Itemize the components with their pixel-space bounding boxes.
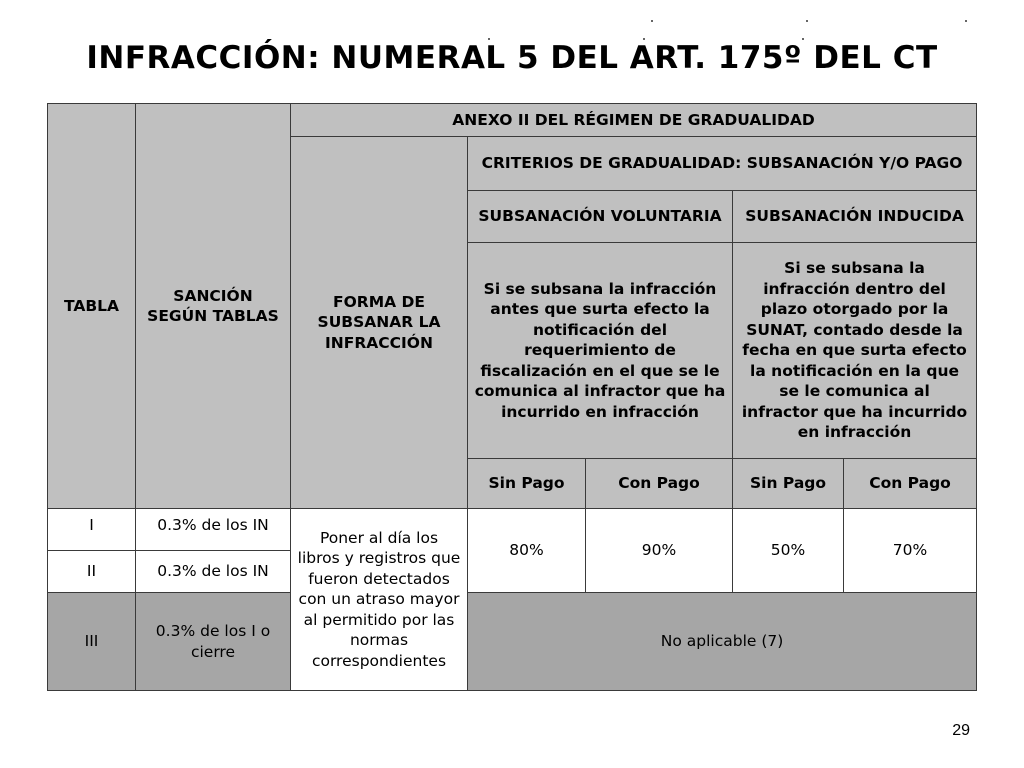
- decorative-dot: [965, 20, 967, 22]
- header-con-pago-inducida: Con Pago: [844, 459, 977, 509]
- header-sin-pago-voluntaria: Sin Pago: [468, 459, 586, 509]
- header-voluntaria: SUBSANACIÓN VOLUNTARIA: [468, 191, 733, 243]
- header-con-pago-voluntaria: Con Pago: [586, 459, 733, 509]
- header-criterios: CRITERIOS DE GRADUALIDAD: SUBSANACIÓN Y/O PAGO: [468, 137, 977, 191]
- gradualidad-table: [47, 103, 977, 691]
- header-tabla: TABLA: [48, 104, 136, 509]
- decorative-dot: [488, 38, 490, 40]
- page-number: 29: [952, 722, 970, 739]
- inducida-description: Si se subsana la infracción dentro del plazo otorgado por la SUNAT, contado desde la fecha en que surta efecto la notificación en la que se le comunica al infractor que ha incurrido en infracción: [733, 243, 977, 459]
- voluntaria-description: Si se subsana la infracción antes que surta efecto la notificación del requerimiento de fiscalización en el que se le comunica al infractor que ha incurrido en infracción: [468, 243, 733, 459]
- decorative-dot: [651, 20, 653, 22]
- pct-sin-pago-inducida: 50%: [733, 509, 844, 593]
- row-tabla-ii: II: [48, 551, 136, 593]
- row-tabla-iii: III: [48, 593, 136, 691]
- pct-sin-pago-voluntaria: 80%: [468, 509, 586, 593]
- row-sancion-iii: 0.3% de los I o cierre: [136, 593, 291, 691]
- pct-con-pago-inducida: 70%: [844, 509, 977, 593]
- row-sancion-ii: 0.3% de los IN: [136, 551, 291, 593]
- header-forma: FORMA DE SUBSANAR LA INFRACCIÓN: [291, 137, 468, 509]
- pct-con-pago-voluntaria: 90%: [586, 509, 733, 593]
- forma-subsanar-text: Poner al día los libros y registros que fueron detectados con un atraso mayor al permitido por las normas correspondientes: [291, 509, 468, 691]
- decorative-dot: [806, 20, 808, 22]
- row-sancion-i: 0.3% de los IN: [136, 509, 291, 551]
- header-annex: ANEXO II DEL RÉGIMEN DE GRADUALIDAD: [291, 104, 977, 137]
- decorative-dot: [802, 38, 804, 40]
- row-tabla-i: I: [48, 509, 136, 551]
- decorative-dot: [643, 38, 645, 40]
- no-aplicable-cell: No aplicable (7): [468, 593, 977, 691]
- header-inducida: SUBSANACIÓN INDUCIDA: [733, 191, 977, 243]
- header-sancion: SANCIÓN SEGÚN TABLAS: [136, 104, 291, 509]
- header-sin-pago-inducida: Sin Pago: [733, 459, 844, 509]
- page-title: INFRACCIÓN: NUMERAL 5 DEL ART. 175º DEL CT: [86, 40, 938, 76]
